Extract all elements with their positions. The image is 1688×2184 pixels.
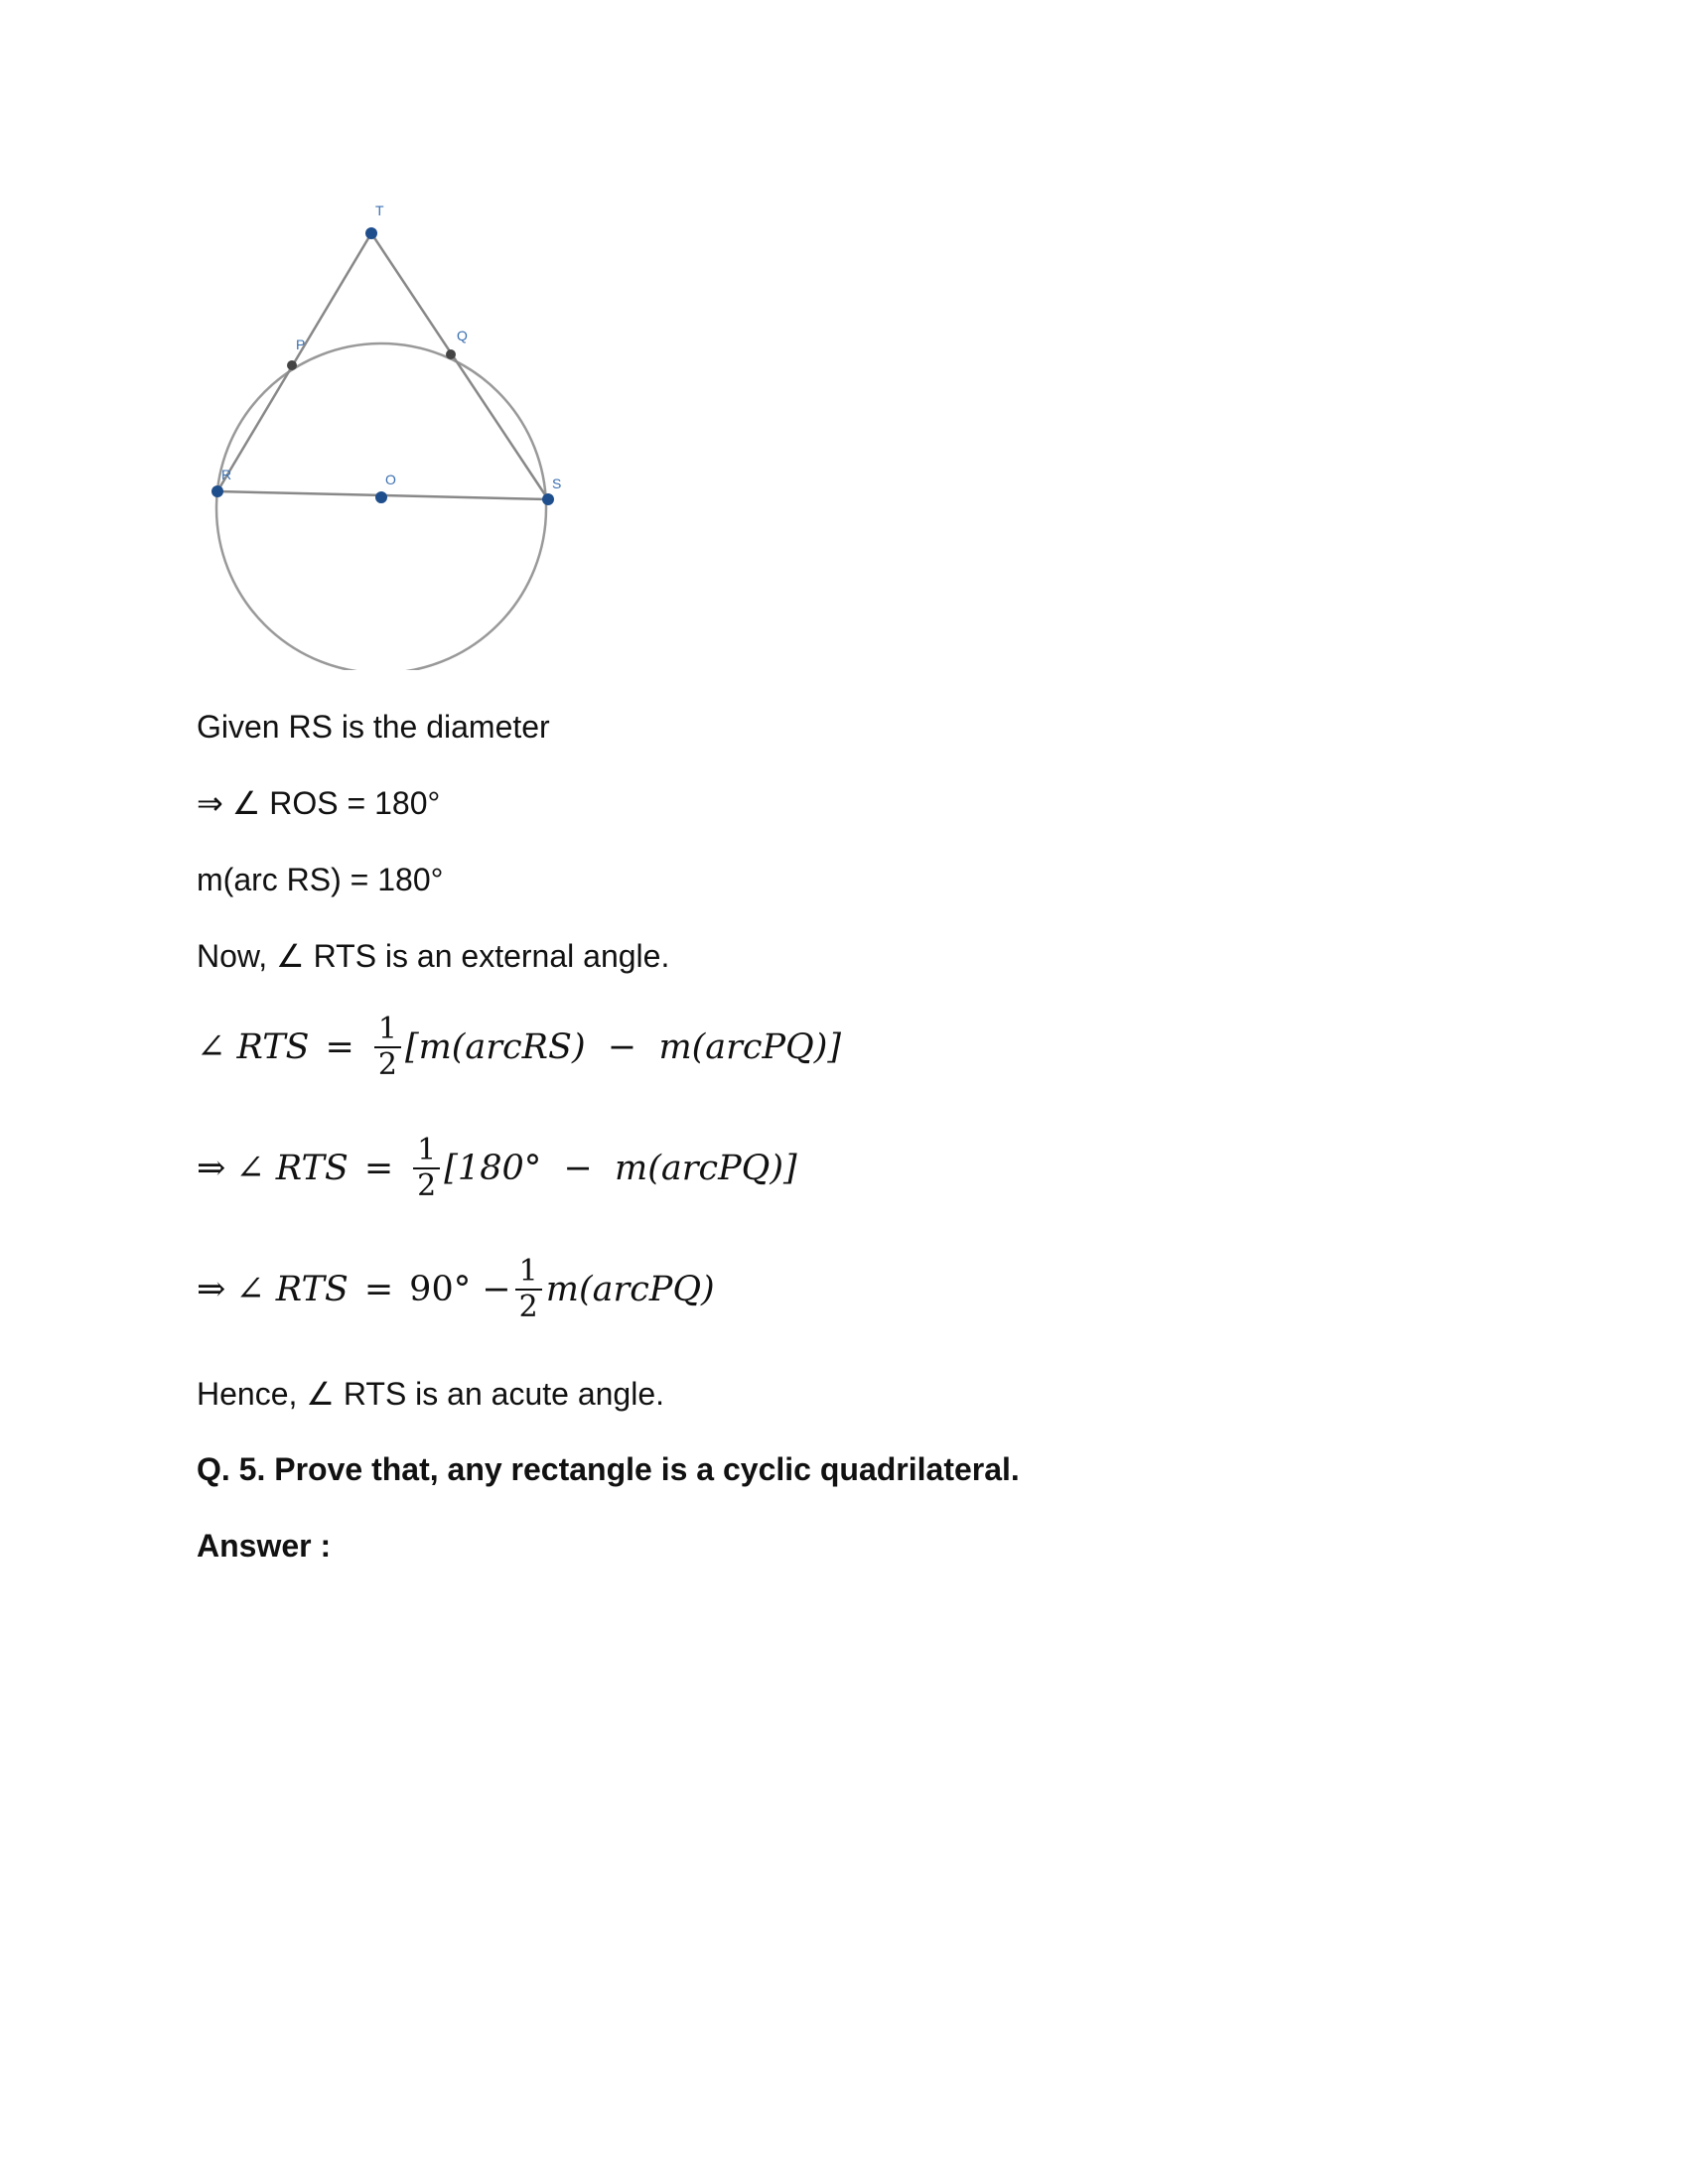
eq2-fraction <box>413 1134 440 1203</box>
eq1-fraction <box>374 1013 401 1082</box>
point-q <box>446 349 456 359</box>
label-r: R <box>221 467 232 482</box>
eq1-numerator: 1 <box>374 1013 401 1048</box>
arc-rs-text: m(arc RS) = 180° <box>197 862 444 897</box>
equation-2 <box>197 1134 797 1203</box>
equation-3 <box>197 1255 715 1324</box>
hence-text: Hence, ∠ RTS is an acute angle. <box>197 1376 665 1412</box>
eq2-rhs: [180° − m(arcPQ)] <box>444 1149 797 1188</box>
label-s: S <box>552 476 562 491</box>
eq1-denominator: 2 <box>377 1047 397 1082</box>
label-p: P <box>296 337 306 352</box>
eq2-lhs: ∠ RTS <box>235 1149 349 1188</box>
eq1-equals: = <box>325 1027 354 1067</box>
answer-label: Answer : <box>197 1528 332 1564</box>
point-s <box>542 493 554 505</box>
label-o: O <box>385 472 396 487</box>
eq2-numerator: 1 <box>413 1134 440 1169</box>
eq2-prefix: ⇒ <box>197 1149 226 1188</box>
ros-text: ⇒ ∠ ROS = 180° <box>197 785 441 821</box>
now-text: Now, ∠ RTS is an external angle. <box>197 938 670 974</box>
point-o <box>375 491 387 503</box>
point-t <box>365 227 377 239</box>
label-q: Q <box>457 328 468 343</box>
point-p <box>287 360 297 370</box>
equation-1 <box>197 1013 841 1082</box>
eq3-rhs: m(arcPQ) <box>545 1270 715 1309</box>
eq3-numerator: 1 <box>515 1255 542 1291</box>
eq1-lhs: ∠ RTS <box>197 1027 310 1067</box>
eq3-lhs: ∠ RTS <box>235 1270 349 1309</box>
geometry-figure <box>194 194 591 670</box>
eq3-equals: = <box>363 1270 394 1309</box>
eq2-denominator: 2 <box>417 1168 437 1203</box>
circle <box>216 343 546 670</box>
question-text: Q. 5. Prove that, any rectangle is a cyclic quadrilateral. <box>197 1451 1020 1487</box>
eq3-denominator: 2 <box>518 1290 538 1324</box>
given-text: Given RS is the diameter <box>197 709 550 745</box>
eq1-rhs: [m(arcRS) − m(arcPQ)] <box>404 1027 842 1067</box>
point-r <box>211 485 223 497</box>
segment-ts <box>371 233 548 499</box>
eq3-mid: 90° − <box>409 1270 511 1309</box>
label-t: T <box>375 203 384 218</box>
eq2-equals: = <box>363 1149 394 1188</box>
eq3-prefix: ⇒ <box>197 1270 226 1309</box>
eq3-fraction <box>515 1255 542 1324</box>
